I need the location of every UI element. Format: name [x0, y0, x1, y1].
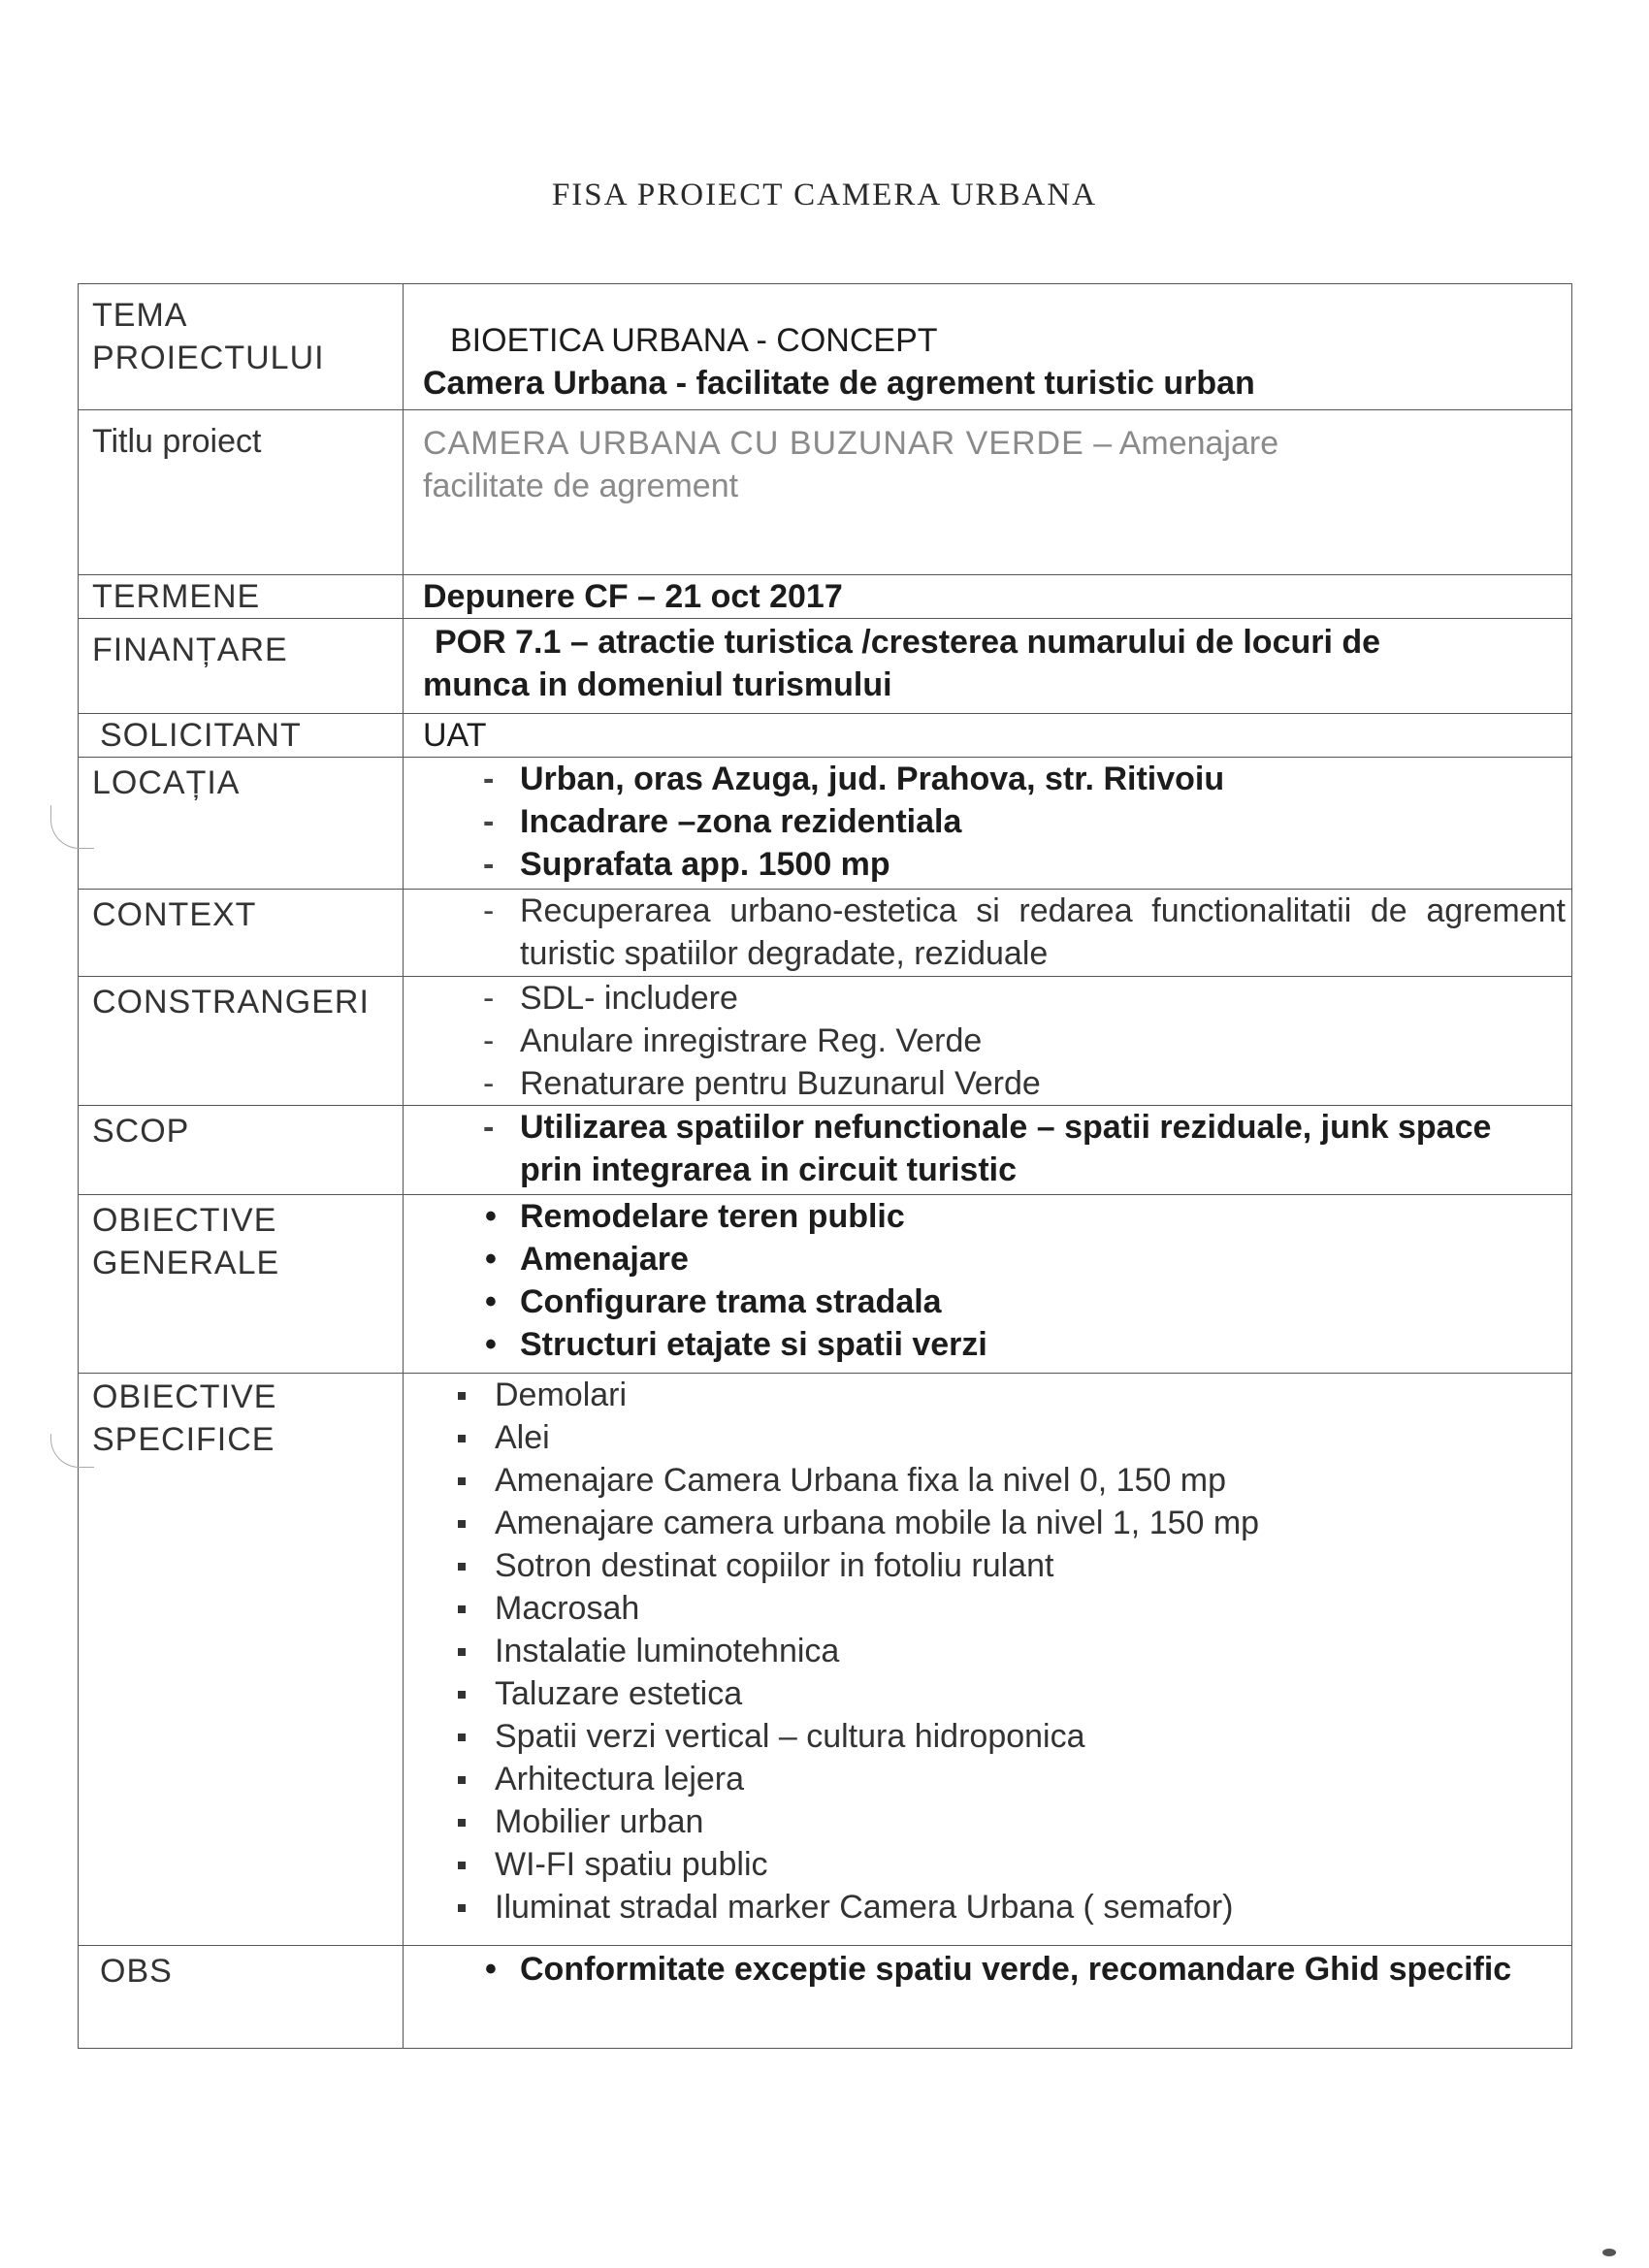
value-obiective-specifice [404, 1374, 1572, 1946]
scan-speck [1602, 2249, 1616, 2256]
page-title: FISA PROIECT CAMERA URBANA [551, 178, 1098, 212]
obiective-specifice-item: Amenajare Camera Urbana fixa la nivel 0, 150 mp [423, 1459, 1554, 1502]
label-scop: SCOP [79, 1106, 404, 1195]
obiective-specifice-item: Arhitectura lejera [423, 1758, 1554, 1800]
value-solicitant: UAT [404, 714, 1572, 758]
label-constrangeri: CONSTRANGERI [79, 977, 404, 1106]
context-item: - Recuperarea urbano-estetica si redarea functionalitatii de agrement turistic spatiilor degradate, reziduale [423, 890, 1566, 975]
obiective-specifice-item: Macrosah [423, 1587, 1554, 1630]
value-titlu [404, 410, 1572, 575]
obiective-generale-item: • Structuri etajate si spatii verzi [423, 1323, 1554, 1366]
obiective-generale-item: • Amenajare [423, 1238, 1554, 1280]
label-obs: OBS [79, 1946, 404, 2049]
obiective-specifice-item: Sotron destinat copiilor in fotoliu rulant [423, 1544, 1554, 1587]
finantare-line1: POR 7.1 – atractie turistica /cresterea numarului de locuri de [435, 624, 1381, 661]
constrangeri-list [423, 977, 1554, 1105]
obiective-generale-item: • Configurare trama stradala [423, 1280, 1554, 1323]
label-obiective-generale [79, 1195, 404, 1374]
row-locatia [79, 758, 1572, 890]
obiective-specifice-list [423, 1374, 1554, 1928]
row-solicitant [79, 714, 1572, 758]
value-obiective-generale [404, 1195, 1572, 1374]
titlu-rest-line2: facilitate de agrement [423, 468, 739, 504]
label-obiective-generale-line1: OBIECTIVE [92, 1202, 277, 1239]
row-tema [79, 284, 1572, 410]
locatia-item: - Urban, oras Azuga, jud. Prahova, str. Ritivoiu [423, 758, 1554, 800]
row-termene [79, 575, 1572, 619]
row-titlu [79, 410, 1572, 575]
obiective-specifice-item: Amenajare camera urbana mobile la nivel 1, 150 mp [423, 1502, 1554, 1544]
row-obiective-generale [79, 1195, 1572, 1374]
label-obiective-generale-line2: GENERALE [92, 1245, 280, 1281]
obiective-generale-list [423, 1195, 1554, 1366]
obiective-specifice-item: Iluminat stradal marker Camera Urbana ( semafor) [423, 1886, 1554, 1928]
value-context [404, 890, 1572, 977]
titlu-caps: CAMERA URBANA CU BUZUNAR VERDE [423, 425, 1084, 462]
value-termene: Depunere CF – 21 oct 2017 [404, 575, 1572, 619]
obiective-specifice-item: Demolari [423, 1374, 1554, 1416]
context-list [423, 890, 1566, 975]
value-obs [404, 1946, 1572, 2049]
row-obiective-specifice [79, 1374, 1572, 1946]
label-tema-line1: TEMA [92, 297, 188, 334]
constrangeri-item: - Anulare inregistrare Reg. Verde [423, 1020, 1554, 1062]
label-context: CONTEXT [79, 890, 404, 977]
locatia-item: - Suprafata app. 1500 mp [423, 843, 1554, 886]
value-locatia [404, 758, 1572, 890]
obiective-specifice-item: Instalatie luminotehnica [423, 1630, 1554, 1672]
obs-item: • Conformitate exceptie spatiu verde, recomandare Ghid specific [423, 1948, 1554, 1991]
label-tema-line2: PROIECTULUI [92, 340, 325, 376]
value-tema [404, 284, 1572, 410]
finantare-line2: munca in domeniul turismului [423, 666, 892, 703]
row-finantare [79, 619, 1572, 714]
row-scop [79, 1106, 1572, 1195]
row-context [79, 890, 1572, 977]
project-sheet-table [78, 283, 1572, 2049]
locatia-item: - Incadrare –zona rezidentiala [423, 800, 1554, 843]
label-obiective-specifice-line2: SPECIFICE [92, 1421, 275, 1458]
tema-line2: Camera Urbana - facilitate de agrement turistic urban [423, 365, 1255, 402]
scan-artifact [50, 1434, 94, 1468]
label-obiective-specifice-line1: OBIECTIVE [92, 1378, 277, 1415]
obiective-specifice-item: Alei [423, 1416, 1554, 1459]
label-titlu: Titlu proiect [79, 410, 404, 575]
value-scop [404, 1106, 1572, 1195]
label-solicitant: SOLICITANT [79, 714, 404, 758]
row-obs [79, 1946, 1572, 2049]
label-obiective-specifice [79, 1374, 404, 1946]
scop-list [423, 1106, 1554, 1191]
label-termene: TERMENE [79, 575, 404, 619]
obiective-generale-item: • Remodelare teren public [423, 1195, 1554, 1238]
obiective-specifice-item: Spatii verzi vertical – cultura hidroponica [423, 1715, 1554, 1758]
obiective-specifice-item: Mobilier urban [423, 1800, 1554, 1843]
constrangeri-item: - SDL- includere [423, 977, 1554, 1020]
scan-artifact [50, 805, 94, 849]
label-finantare: FINANȚARE [79, 619, 404, 714]
tema-line1: BIOETICA URBANA - CONCEPT [450, 322, 938, 359]
obiective-specifice-item: Taluzare estetica [423, 1672, 1554, 1715]
value-finantare [404, 619, 1572, 714]
obs-list [423, 1948, 1554, 1991]
label-locatia: LOCAȚIA [79, 758, 404, 890]
locatia-list [423, 758, 1554, 886]
label-tema [79, 284, 404, 410]
constrangeri-item: - Renaturare pentru Buzunarul Verde [423, 1062, 1554, 1105]
row-constrangeri [79, 977, 1572, 1106]
titlu-rest-line1: – Amenajare [1083, 425, 1279, 462]
value-constrangeri [404, 977, 1572, 1106]
obiective-specifice-item: WI-FI spatiu public [423, 1843, 1554, 1886]
scop-item: - Utilizarea spatiilor nefunctionale – spatii reziduale, junk space prin integrarea in circuit turistic [423, 1106, 1554, 1191]
